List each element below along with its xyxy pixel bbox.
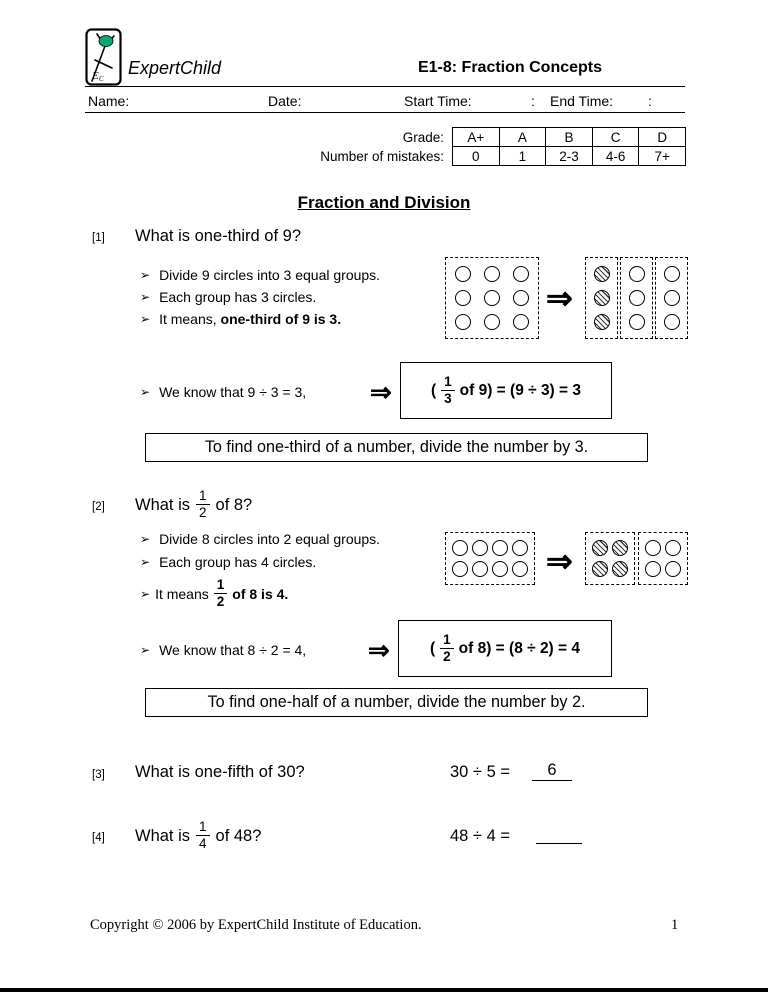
circle <box>455 314 471 330</box>
hatched-circle <box>612 540 628 556</box>
q4-question-pre: What is <box>135 826 191 845</box>
grade-cell: A+ <box>453 128 500 147</box>
q1-bullet-1 <box>140 267 380 283</box>
q2-bullet-3-bold: of 8 is 4. <box>232 586 289 602</box>
q3-answer: 6 <box>532 761 572 781</box>
q1-formula-rest: of 9) = (9 ÷ 3) = 3 <box>459 381 582 399</box>
q2-group-box-2 <box>638 532 688 585</box>
q4-question-fraction <box>196 820 210 852</box>
q1-diagram-arrow-icon: ⇒ <box>546 280 573 316</box>
q1-know-line <box>140 384 306 400</box>
fraction-numerator: 1 <box>214 578 228 594</box>
circle <box>645 561 661 577</box>
q1-bullet-3-text <box>159 311 341 327</box>
q2-bullet-2-text: Each group has 4 circles. <box>159 554 317 570</box>
arrow-bullet-icon: ➢ <box>140 532 151 546</box>
circle <box>664 266 680 282</box>
header-divider-bottom <box>85 112 685 113</box>
arrow-bullet-icon: ➢ <box>140 268 151 282</box>
hatched-circle <box>594 314 610 330</box>
date-label: Date: <box>268 93 302 109</box>
arrow-bullet-icon: ➢ <box>140 290 151 304</box>
section-heading: Fraction and Division <box>297 193 471 212</box>
circle <box>472 561 488 577</box>
arrow-bullet-icon: ➢ <box>140 555 151 569</box>
grade-row <box>453 128 686 147</box>
circle <box>513 314 529 330</box>
circle <box>452 561 468 577</box>
circle <box>629 290 645 306</box>
circle <box>629 314 645 330</box>
fraction-denominator: 4 <box>199 836 207 851</box>
circle <box>664 290 680 306</box>
grade-table <box>452 127 686 166</box>
end-time-colon: : <box>648 93 652 109</box>
q2-bullet-3-pre: It means <box>155 586 209 602</box>
q3-number: [3] <box>92 769 105 781</box>
q2-bullet-1 <box>140 531 380 547</box>
q2-bullet-3 <box>140 576 288 612</box>
fraction-denominator: 3 <box>444 390 452 406</box>
worksheet-title: E1-8: Fraction Concepts <box>417 59 603 76</box>
mistakes-cell: 2-3 <box>546 147 593 166</box>
circle <box>484 290 500 306</box>
circle <box>513 290 529 306</box>
q2-bullet-1-text: Divide 8 circles into 2 equal groups. <box>159 531 381 547</box>
circle <box>452 540 468 556</box>
q1-bullet-1-text: Divide 9 circles into 3 equal groups. <box>159 267 381 283</box>
hatched-circle <box>612 561 628 577</box>
fraction-denominator: 2 <box>199 505 207 520</box>
q2-number: [2] <box>92 501 105 513</box>
fraction-numerator: 1 <box>196 489 210 505</box>
grade-table-labels <box>230 128 444 166</box>
q1-bullet-2 <box>140 289 316 305</box>
q1-bullet-3 <box>140 311 341 327</box>
q4-answer-blank <box>536 822 582 844</box>
q2-implies-arrow-icon: ⇒ <box>368 635 390 665</box>
grade-cell: C <box>592 128 639 147</box>
q4-question-post: of 48? <box>215 826 262 845</box>
footer-copyright: Copyright © 2006 by ExpertChild Institute of Education. <box>90 917 422 933</box>
q1-split-groups <box>585 257 688 339</box>
circle <box>645 540 661 556</box>
circle <box>512 561 528 577</box>
hatched-circle <box>594 290 610 306</box>
q2-question-post: of 8? <box>215 495 253 514</box>
circle <box>455 290 471 306</box>
q1-implies-arrow-icon: ⇒ <box>370 377 392 407</box>
q1-formula-fraction <box>441 375 455 407</box>
q1-know-text: We know that 9 ÷ 3 = 3, <box>159 384 307 400</box>
circle <box>665 561 681 577</box>
q2-formula-fraction <box>440 633 454 665</box>
q2-group-box-1 <box>585 532 635 585</box>
mistakes-cell: 7+ <box>639 147 686 166</box>
fraction-denominator: 2 <box>443 648 451 664</box>
circle <box>513 266 529 282</box>
header-divider-top <box>85 86 685 87</box>
q2-rule-box: To find one-half of a number, divide the number by 2. <box>145 688 648 717</box>
mistakes-cell: 1 <box>499 147 546 166</box>
circle <box>472 540 488 556</box>
mistakes-cell: 0 <box>453 147 500 166</box>
mistakes-row <box>453 147 686 166</box>
q2-bullet-2 <box>140 554 316 570</box>
q1-question: What is one-third of 9? <box>135 227 301 245</box>
grade-label: Grade: <box>402 130 444 145</box>
q2-know-line <box>140 642 306 658</box>
circle <box>664 314 680 330</box>
q4-equation: 48 ÷ 4 = <box>450 827 510 845</box>
circle <box>484 266 500 282</box>
circle <box>492 561 508 577</box>
q1-formula-box <box>400 362 612 419</box>
hatched-circle <box>594 266 610 282</box>
arrow-bullet-icon: ➢ <box>140 385 151 399</box>
arrow-bullet-icon: ➢ <box>140 587 151 601</box>
q1-group-box-2 <box>620 257 653 339</box>
q1-bullet-2-text: Each group has 3 circles. <box>159 289 317 305</box>
circle <box>629 266 645 282</box>
grade-cell: A <box>499 128 546 147</box>
footer-page-number: 1 <box>671 917 679 933</box>
q2-split-groups <box>585 532 688 585</box>
circle <box>512 540 528 556</box>
svg-text:C: C <box>99 75 104 83</box>
end-time-label: End Time: <box>550 93 614 109</box>
expertchild-logo-icon <box>85 28 122 86</box>
q2-formula-box <box>398 620 612 677</box>
grade-cell: D <box>639 128 686 147</box>
q2-bullet-3-fraction <box>214 578 228 610</box>
circle <box>455 266 471 282</box>
q1-bullet-3-bold: one-third of 9 is 3. <box>220 311 342 327</box>
q2-whole-group-box <box>445 532 535 585</box>
q3-equation: 30 ÷ 5 = <box>450 763 510 781</box>
q2-question-pre: What is <box>135 495 191 514</box>
q1-number: [1] <box>92 232 105 244</box>
mistakes-cell: 4-6 <box>592 147 639 166</box>
q3-question: What is one-fifth of 30? <box>135 763 305 781</box>
hatched-circle <box>592 540 608 556</box>
q1-bullet-3-pre: It means, <box>159 311 217 327</box>
q4-number: [4] <box>92 832 105 844</box>
svg-text:E: E <box>92 70 99 82</box>
q1-group-box-1 <box>585 257 618 339</box>
fraction-numerator: 1 <box>441 375 455 391</box>
q1-formula-open: ( <box>430 381 437 399</box>
fraction-denominator: 2 <box>216 594 225 609</box>
q1-whole-group-box <box>445 257 539 339</box>
fraction-numerator: 1 <box>196 820 210 836</box>
name-label: Name: <box>88 93 130 109</box>
start-time-label: Start Time: <box>404 93 472 109</box>
q1-rule-box: To find one-third of a number, divide the number by 3. <box>145 433 648 462</box>
circle <box>665 540 681 556</box>
hatched-circle <box>592 561 608 577</box>
grade-cell: B <box>546 128 593 147</box>
mistakes-label: Number of mistakes: <box>320 149 444 164</box>
q2-diagram-arrow-icon: ⇒ <box>546 543 573 579</box>
circle <box>484 314 500 330</box>
q2-formula-rest: of 8) = (8 ÷ 2) = 4 <box>458 639 581 657</box>
q1-group-box-3 <box>655 257 688 339</box>
circle <box>492 540 508 556</box>
q4-question <box>135 814 261 858</box>
fraction-numerator: 1 <box>440 633 454 649</box>
brand-name: ExpertChild <box>128 58 222 78</box>
q2-question <box>135 483 252 527</box>
q2-question-fraction <box>196 489 210 521</box>
page-bottom-border <box>0 988 768 992</box>
arrow-bullet-icon: ➢ <box>140 643 151 657</box>
q2-know-text: We know that 8 ÷ 2 = 4, <box>159 642 307 658</box>
q2-formula-open: ( <box>429 639 436 657</box>
start-time-colon: : <box>531 93 535 109</box>
arrow-bullet-icon: ➢ <box>140 312 151 326</box>
